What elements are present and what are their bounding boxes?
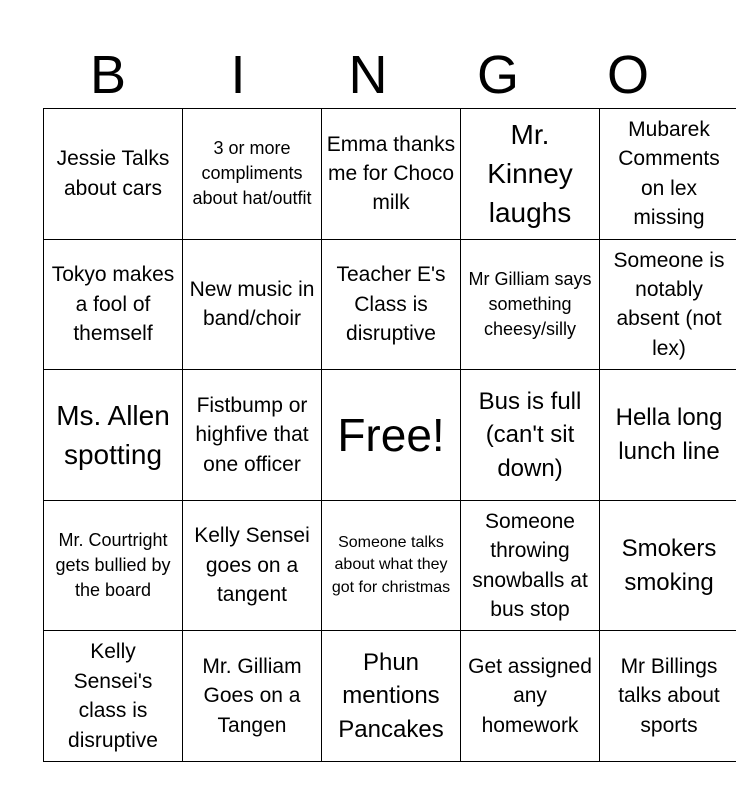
free-space-cell <box>322 370 461 501</box>
cell-text: Mr. Kinney laughs <box>487 119 573 229</box>
bingo-cell <box>44 239 183 370</box>
board-row <box>44 239 736 370</box>
cell-text: Someone is notably absent (not lex) <box>613 248 725 360</box>
bingo-cell <box>600 500 736 631</box>
cell-text: Someone talks about what they got for christmas <box>331 533 451 596</box>
header-letter-i: I <box>230 45 246 105</box>
cell-text: Kelly Sensei goes on a tangent <box>194 524 310 607</box>
bingo-cell <box>461 500 600 631</box>
bingo-cell <box>44 109 183 240</box>
bingo-cell <box>600 370 736 501</box>
cell-text: Phun mentions Pancakes <box>338 648 444 743</box>
bingo-cell <box>461 370 600 501</box>
cell-text: Bus is full (can't sit down) <box>478 387 582 482</box>
bingo-cell <box>322 109 461 240</box>
bingo-cell <box>461 239 600 370</box>
header-letter-n: N <box>348 45 388 105</box>
cell-text: Ms. Allen spotting <box>56 399 170 470</box>
cell-text: New music in band/choir <box>189 278 315 331</box>
cell-text: Mubarek Comments on lex missing <box>618 118 720 230</box>
bingo-cell <box>461 109 600 240</box>
cell-text: Mr Billings talks about sports <box>618 655 720 737</box>
bingo-cell <box>322 631 461 762</box>
cell-text: Mr. Gilliam Goes on a Tangen <box>202 655 302 737</box>
bingo-cell <box>183 631 322 762</box>
bingo-cell <box>183 500 322 631</box>
cell-text: 3 or more compliments about hat/outfit <box>192 138 312 209</box>
header-letter-b: B <box>89 45 127 105</box>
bingo-cell <box>461 631 600 762</box>
bingo-cell <box>183 239 322 370</box>
board-row <box>44 500 736 631</box>
bingo-header <box>43 42 693 108</box>
bingo-cell <box>600 109 736 240</box>
board-row <box>44 631 736 762</box>
cell-text: Fistbump or highfive that one officer <box>195 393 309 476</box>
cell-text: Someone throwing snowballs at bus stop <box>472 509 588 621</box>
cell-text: Teacher E's Class is disruptive <box>336 263 446 346</box>
bingo-cell <box>44 500 183 631</box>
cell-text: Smokers smoking <box>621 534 717 596</box>
bingo-cell <box>183 370 322 501</box>
cell-text: Mr. Courtright gets bullied by the board <box>55 529 171 601</box>
board-row <box>44 370 736 501</box>
header-letter-g: G <box>476 45 519 105</box>
bingo-cell <box>322 239 461 370</box>
cell-text: Hella long lunch line <box>615 404 723 465</box>
bingo-cell <box>600 631 736 762</box>
board-row <box>44 109 736 240</box>
bingo-cell <box>44 631 183 762</box>
bingo-cell <box>44 370 183 501</box>
cell-text: Tokyo makes a fool of themself <box>51 263 175 346</box>
cell-text: Get assigned any homework <box>468 655 592 737</box>
free-space-label: Free! <box>337 408 445 461</box>
cell-text: Mr Gilliam says something cheesy/silly <box>468 268 592 339</box>
cell-text: Jessie Talks about cars <box>56 147 170 200</box>
header-letter-o: O <box>606 45 649 105</box>
cell-text: Emma thanks me for Choco milk <box>326 132 456 215</box>
bingo-board <box>43 108 736 762</box>
bingo-cell <box>322 500 461 631</box>
bingo-cell <box>183 109 322 240</box>
bingo-cell <box>600 239 736 370</box>
cell-text: Kelly Sensei's class is disruptive <box>68 640 158 752</box>
